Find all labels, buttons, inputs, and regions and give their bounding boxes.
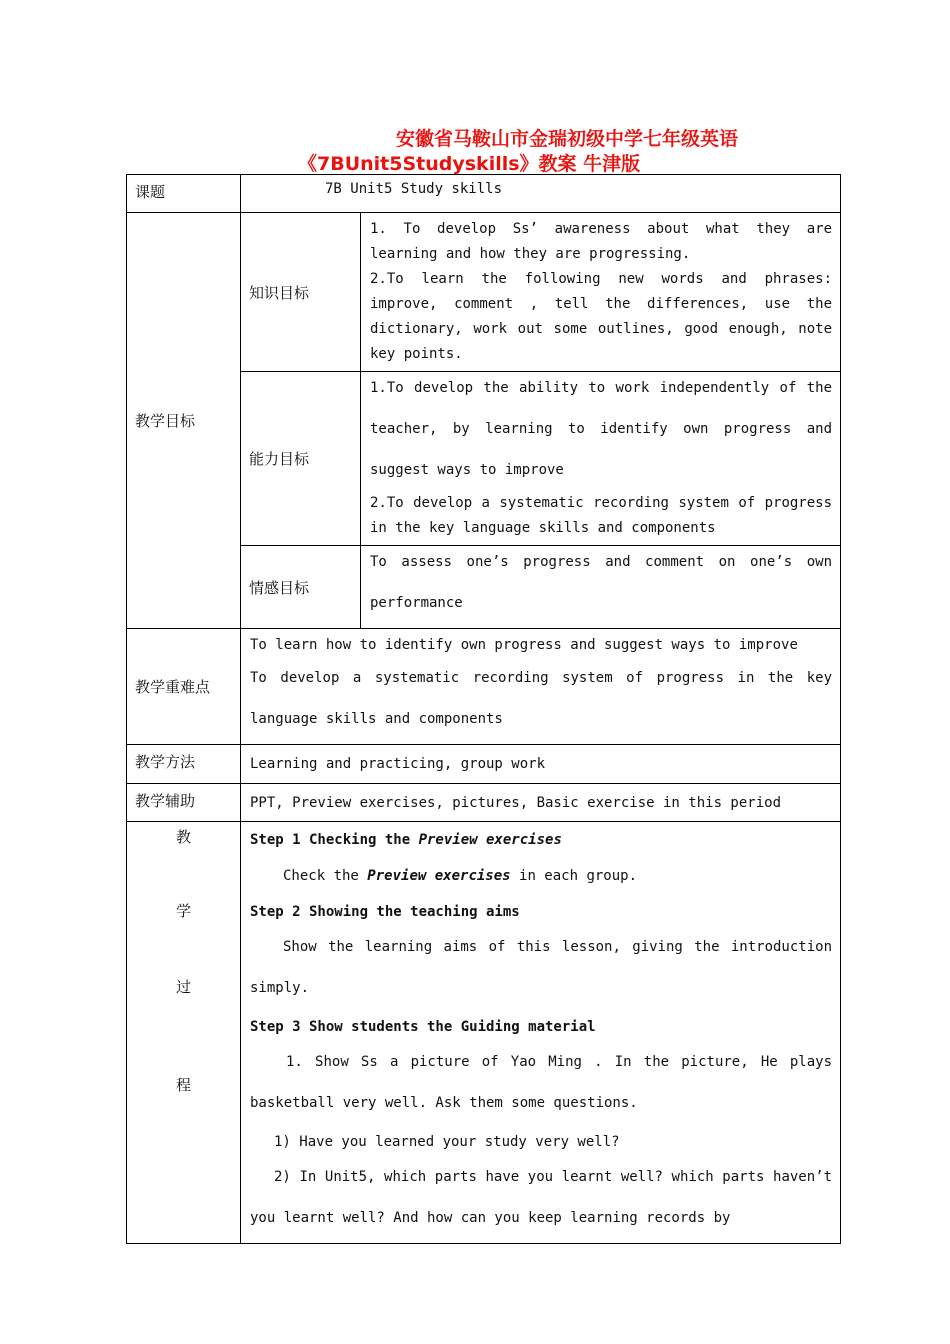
step3-question-2: 2) In Unit5, which parts have you learnt well? which parts haven’t you learnt well? And how can you keep learning records by [250, 1169, 833, 1226]
ability-goal-2: 2.To develop a systematic recording system of progress in the key language skills and components [370, 495, 833, 536]
topic-value: 7B Unit5 Study skills [241, 175, 841, 213]
process-label-char-3: 过 [175, 978, 191, 996]
keypoints-label: 教学重难点 [127, 629, 241, 745]
keypoints-2: To develop a systematic recording system of progress in the key language skills and components [250, 670, 833, 727]
aids-value: PPT, Preview exercises, pictures, Basic exercise in this period [241, 784, 841, 822]
topic-label: 课题 [127, 175, 241, 213]
process-label [127, 822, 241, 1244]
process-label-char-4: 程 [175, 1076, 191, 1094]
step2-body: Show the learning aims of this lesson, giving the introduction simply. [250, 939, 833, 996]
process-label-char-2: 学 [175, 902, 191, 920]
ability-goal-content [361, 372, 841, 546]
process-content [241, 822, 841, 1244]
step1-title: Step 1 Checking the Preview exercises [250, 832, 562, 848]
emotion-goal-1: To assess one’s progress and comment on one’s own performance [370, 554, 833, 611]
method-value: Learning and practicing, group work [241, 745, 841, 784]
document-title-line-1: 安徽省马鞍山市金瑞初级中学七年级英语 [396, 128, 739, 150]
step3-title: Step 3 Show students the Guiding material [250, 1019, 596, 1035]
step3-item-1: 1. Show Ss a picture of Yao Ming . In the picture, He plays basketball very well. Ask them some questions. [250, 1054, 833, 1111]
step3-question-1: 1) Have you learned your study very well? [274, 1134, 620, 1150]
aids-label: 教学辅助 [127, 784, 241, 822]
document-title-line-2: 《7BUnit5Studyskills》教案 牛津版 [298, 153, 641, 175]
ability-goal-label: 能力目标 [241, 372, 361, 546]
lesson-plan-table [126, 174, 841, 1244]
emotion-goal-content [361, 546, 841, 629]
emotion-goal-label: 情感目标 [241, 546, 361, 629]
knowledge-goal-1: 1. To develop Ss’ awareness about what they are learning and how they are progressing. [370, 221, 833, 262]
step1-body: Check the Preview exercises in each group. [283, 868, 638, 884]
method-label: 教学方法 [127, 745, 241, 784]
keypoints-1: To learn how to identify own progress and suggest ways to improve [250, 637, 798, 653]
knowledge-goal-label: 知识目标 [241, 213, 361, 372]
knowledge-goal-2: 2.To learn the following new words and phrases: improve, comment , tell the differences, use the dictionary, work out some outlines, good enough, note key points. [370, 271, 833, 362]
objectives-label: 教学目标 [127, 213, 241, 629]
ability-goal-1: 1.To develop the ability to work independently of the teacher, by learning to identify own progress and suggest ways to improve [370, 380, 833, 478]
process-label-char-1: 教 [175, 828, 191, 846]
step2-title: Step 2 Showing the teaching aims [250, 904, 520, 920]
keypoints-content [241, 629, 841, 745]
knowledge-goal-content [361, 213, 841, 372]
